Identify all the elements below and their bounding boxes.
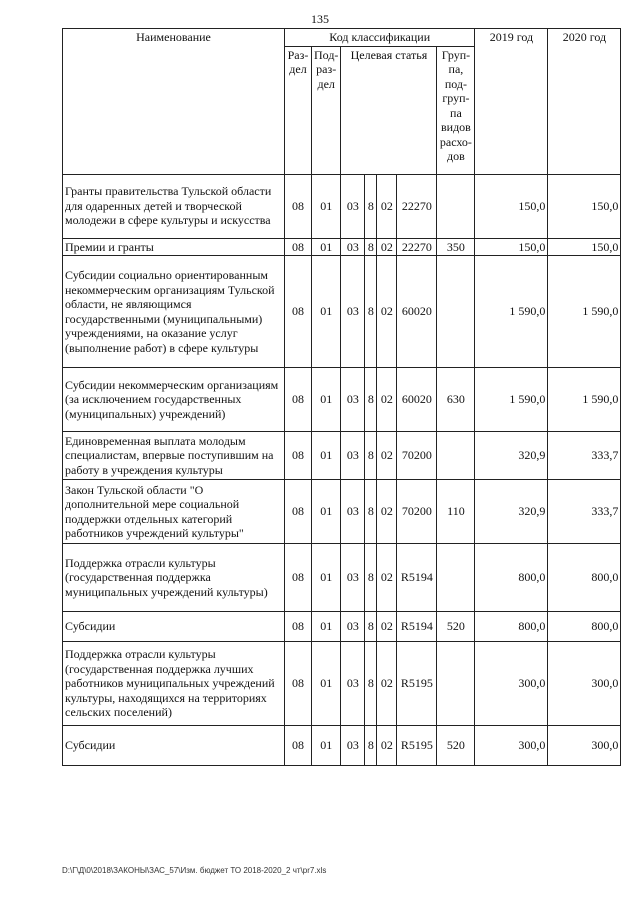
row-amount-2020: 300,0 [548, 642, 621, 726]
row-name: Субсидии социально ориентированным некоммерческим организациям Тульской области, не являющимся государственными (муниципальными) учреждениями, на оказание услуг (выполнение работ) в сфере культуры [63, 256, 285, 368]
header-section: Раз-дел [285, 46, 312, 174]
row-name: Единовременная выплата молодым специалистам, впервые поступившим на работу в учреждения культуры [63, 432, 285, 480]
row-expense-group: 520 [437, 612, 475, 642]
row-expense-group: 630 [437, 368, 475, 432]
row-amount-2020: 333,7 [548, 432, 621, 480]
row-amount-2020: 150,0 [548, 238, 621, 256]
row-amount-2019: 150,0 [475, 238, 548, 256]
row-section: 08 [285, 544, 312, 612]
row-amount-2020: 300,0 [548, 726, 621, 766]
row-target-type: 8 [365, 256, 377, 368]
row-target-program: 03 [341, 612, 365, 642]
row-target-direction: 60020 [397, 256, 437, 368]
row-target-program: 03 [341, 544, 365, 612]
row-subsection: 01 [312, 544, 341, 612]
table-row [63, 642, 621, 726]
row-subsection: 01 [312, 432, 341, 480]
row-subsection: 01 [312, 368, 341, 432]
table-row [63, 432, 621, 480]
row-amount-2020: 150,0 [548, 174, 621, 238]
row-target-subprogram: 02 [377, 642, 397, 726]
row-expense-group [437, 642, 475, 726]
row-target-program: 03 [341, 256, 365, 368]
header-code-group: Код классификации [285, 29, 475, 47]
row-target-program: 03 [341, 368, 365, 432]
row-section: 08 [285, 432, 312, 480]
row-target-direction: 22270 [397, 238, 437, 256]
row-expense-group: 520 [437, 726, 475, 766]
row-amount-2019: 800,0 [475, 544, 548, 612]
row-target-type: 8 [365, 480, 377, 544]
row-amount-2019: 800,0 [475, 612, 548, 642]
table-row [63, 238, 621, 256]
row-target-subprogram: 02 [377, 238, 397, 256]
row-amount-2019: 300,0 [475, 642, 548, 726]
row-target-type: 8 [365, 238, 377, 256]
row-section: 08 [285, 726, 312, 766]
row-amount-2019: 1 590,0 [475, 256, 548, 368]
table-row [63, 368, 621, 432]
row-expense-group: 350 [437, 238, 475, 256]
row-target-direction: R5195 [397, 642, 437, 726]
row-target-subprogram: 02 [377, 544, 397, 612]
row-name: Закон Тульской области "О дополнительной мере социальной поддержки отдельных категорий работников учреждений культуры" [63, 480, 285, 544]
row-amount-2020: 800,0 [548, 544, 621, 612]
page-number: 135 [311, 12, 329, 26]
row-section: 08 [285, 368, 312, 432]
row-expense-group [437, 544, 475, 612]
table-body [63, 174, 621, 766]
row-target-type: 8 [365, 544, 377, 612]
row-target-type: 8 [365, 612, 377, 642]
row-section: 08 [285, 480, 312, 544]
row-amount-2019: 1 590,0 [475, 368, 548, 432]
row-amount-2020: 800,0 [548, 612, 621, 642]
footer-file-path: D:\Г\Д\0\2018\ЗАКОНЫ\ЗАС_57\Изм. бюджет ТО 2018-2020_2 чт\pr7.xls [62, 866, 327, 875]
row-target-program: 03 [341, 480, 365, 544]
table-row [63, 480, 621, 544]
row-target-subprogram: 02 [377, 174, 397, 238]
row-target-subprogram: 02 [377, 726, 397, 766]
row-section: 08 [285, 174, 312, 238]
row-amount-2019: 150,0 [475, 174, 548, 238]
row-name: Субсидии некоммерческим организациям (за исключением государственных (муниципальных) учреждений) [63, 368, 285, 432]
row-subsection: 01 [312, 642, 341, 726]
row-amount-2020: 1 590,0 [548, 368, 621, 432]
table-row [63, 256, 621, 368]
header-year-2020: 2020 год [548, 29, 621, 175]
row-expense-group [437, 174, 475, 238]
row-target-subprogram: 02 [377, 368, 397, 432]
row-subsection: 01 [312, 238, 341, 256]
row-amount-2019: 320,9 [475, 480, 548, 544]
row-target-direction: 60020 [397, 368, 437, 432]
header-year-2019: 2019 год [475, 29, 548, 175]
table-row [63, 726, 621, 766]
row-target-program: 03 [341, 174, 365, 238]
row-section: 08 [285, 238, 312, 256]
row-expense-group [437, 256, 475, 368]
row-subsection: 01 [312, 480, 341, 544]
row-expense-group: 110 [437, 480, 475, 544]
row-subsection: 01 [312, 174, 341, 238]
header-target-article: Целевая статья [341, 46, 437, 174]
row-target-subprogram: 02 [377, 256, 397, 368]
row-target-direction: R5194 [397, 612, 437, 642]
row-target-subprogram: 02 [377, 432, 397, 480]
row-name: Субсидии [63, 612, 285, 642]
row-target-subprogram: 02 [377, 612, 397, 642]
row-amount-2019: 300,0 [475, 726, 548, 766]
row-target-direction: 22270 [397, 174, 437, 238]
header-subsection: Под-раз-дел [312, 46, 341, 174]
row-target-subprogram: 02 [377, 480, 397, 544]
row-subsection: 01 [312, 256, 341, 368]
row-target-program: 03 [341, 726, 365, 766]
row-name: Субсидии [63, 726, 285, 766]
row-target-program: 03 [341, 432, 365, 480]
row-target-direction: R5195 [397, 726, 437, 766]
row-amount-2020: 1 590,0 [548, 256, 621, 368]
row-amount-2019: 320,9 [475, 432, 548, 480]
row-target-direction: 70200 [397, 480, 437, 544]
row-target-type: 8 [365, 726, 377, 766]
row-target-type: 8 [365, 432, 377, 480]
row-target-direction: 70200 [397, 432, 437, 480]
row-subsection: 01 [312, 612, 341, 642]
row-name: Премии и гранты [63, 238, 285, 256]
row-section: 08 [285, 612, 312, 642]
table-row [63, 612, 621, 642]
row-subsection: 01 [312, 726, 341, 766]
row-amount-2020: 333,7 [548, 480, 621, 544]
row-target-program: 03 [341, 642, 365, 726]
table-row [63, 174, 621, 238]
row-section: 08 [285, 256, 312, 368]
row-target-type: 8 [365, 368, 377, 432]
row-target-type: 8 [365, 642, 377, 726]
row-target-direction: R5194 [397, 544, 437, 612]
row-target-type: 8 [365, 174, 377, 238]
budget-table [62, 28, 621, 766]
row-expense-group [437, 432, 475, 480]
row-name: Поддержка отрасли культуры (государственная поддержка муниципальных учреждений культуры) [63, 544, 285, 612]
row-target-program: 03 [341, 238, 365, 256]
header-name: Наименование [63, 29, 285, 175]
row-name: Гранты правительства Тульской области для одаренных детей и творческой молодежи в сфере культуры и искусства [63, 174, 285, 238]
row-section: 08 [285, 642, 312, 726]
row-name: Поддержка отрасли культуры (государственная поддержка лучших работников муниципальных учреждений культуры, находящихся на территориях сельских поселений) [63, 642, 285, 726]
header-expense-group: Груп-па, под-груп-па видов расхо-дов [437, 46, 475, 174]
table-row [63, 544, 621, 612]
